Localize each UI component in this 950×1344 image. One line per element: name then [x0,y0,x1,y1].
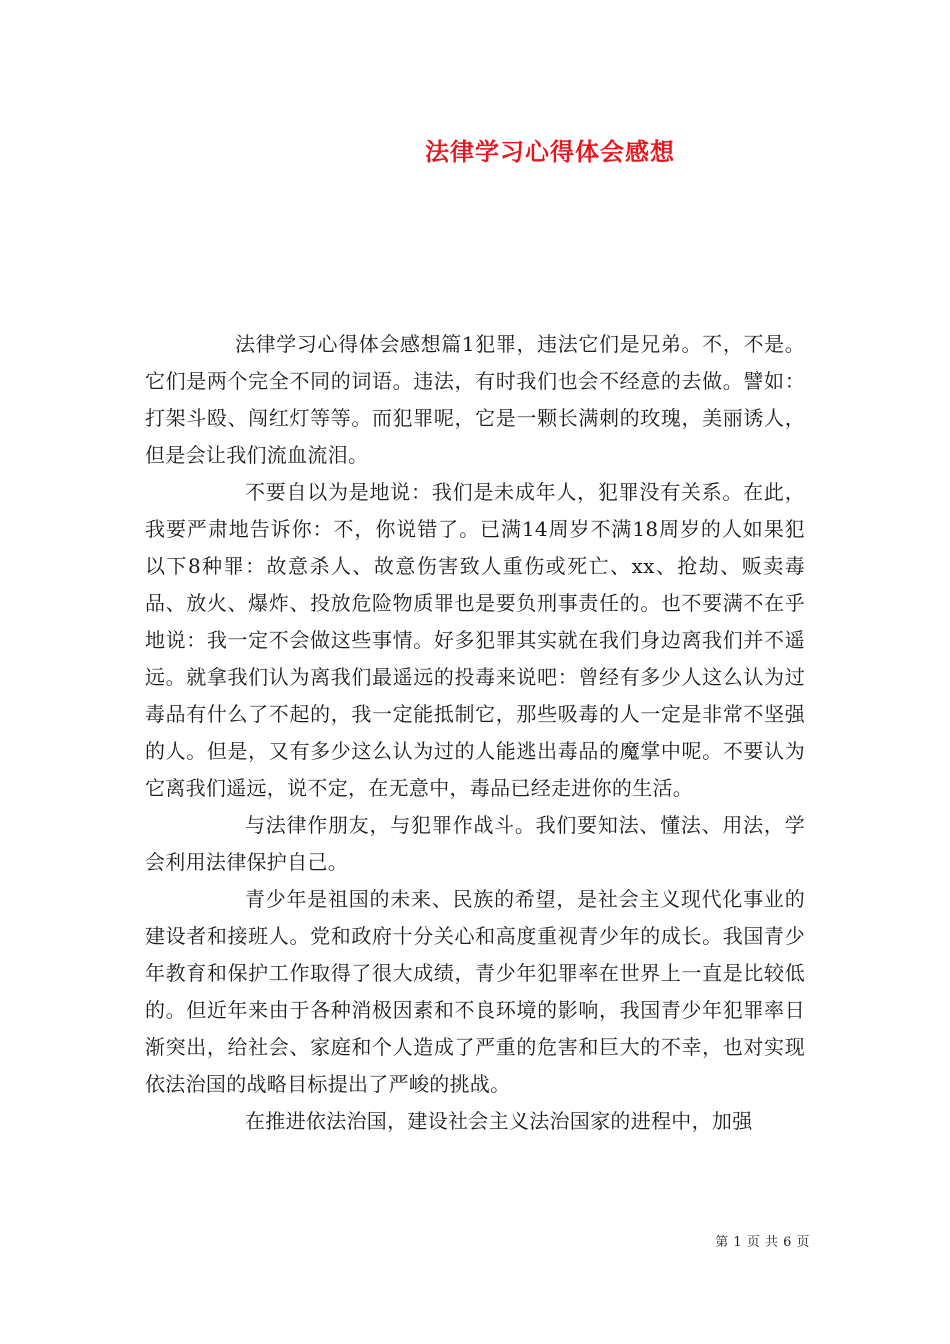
document-body [145,326,805,1140]
paragraph-4: 青少年是祖国的未来、民族的希望，是社会主义现代化事业的建设者和接班人。党和政府十分关心和高度重视青少年的成长。我国青少年教育和保护工作取得了很大成绩，青少年犯罪率在世界上一直是比较低的。但近年来由于各种消极因素和不良环境的影响，我国青少年犯罪率日渐突出，给社会、家庭和个人造成了严重的危害和巨大的不幸，也对实现依法治国的战略目标提出了严峻的挑战。 [145,887,805,1096]
paragraph-1: 法律学习心得体会感想篇1犯罪，违法它们是兄弟。不，不是。它们是两个完全不同的词语。违法，有时我们也会不经意的去做。譬如：打架斗殴、闯红灯等等。而犯罪呢，它是一颗长满刺的玫瑰，美丽诱人，但是会让我们流血流泪。 [145,332,805,467]
page-number-footer: 第 1 页 共 6 页 [715,1235,810,1250]
paragraph-2: 不要自以为是地说：我们是未成年人，犯罪没有关系。在此，我要严肃地告诉你：不，你说错了。已满14周岁不满18周岁的人如果犯以下8种罪：故意杀人、故意伤害致人重伤或死亡、xx、抢劫、贩卖毒品、放火、爆炸、投放危险物质罪也是要负刑事责任的。也不要满不在乎地说：我一定不会做这些事情。好多犯罪其实就在我们身边离我们并不遥远。就拿我们认为离我们最遥远的投毒来说吧：曾经有多少人这么认为过毒品有什么了不起的，我一定能抵制它，那些吸毒的人一定是非常不坚强的人。但是，又有多少这么认为过的人能逃出毒品的魔掌中呢。不要认为它离我们遥远，说不定，在无意中，毒品已经走进你的生活。 [145,480,805,800]
paragraph-3: 与法律作朋友，与犯罪作战斗。我们要知法、懂法、用法，学会利用法律保护自己。 [145,813,805,874]
paragraph-5: 在推进依法治国，建设社会主义法治国家的进程中，加强 [245,1109,753,1133]
document-title: 法律学习心得体会感想 [425,137,675,166]
